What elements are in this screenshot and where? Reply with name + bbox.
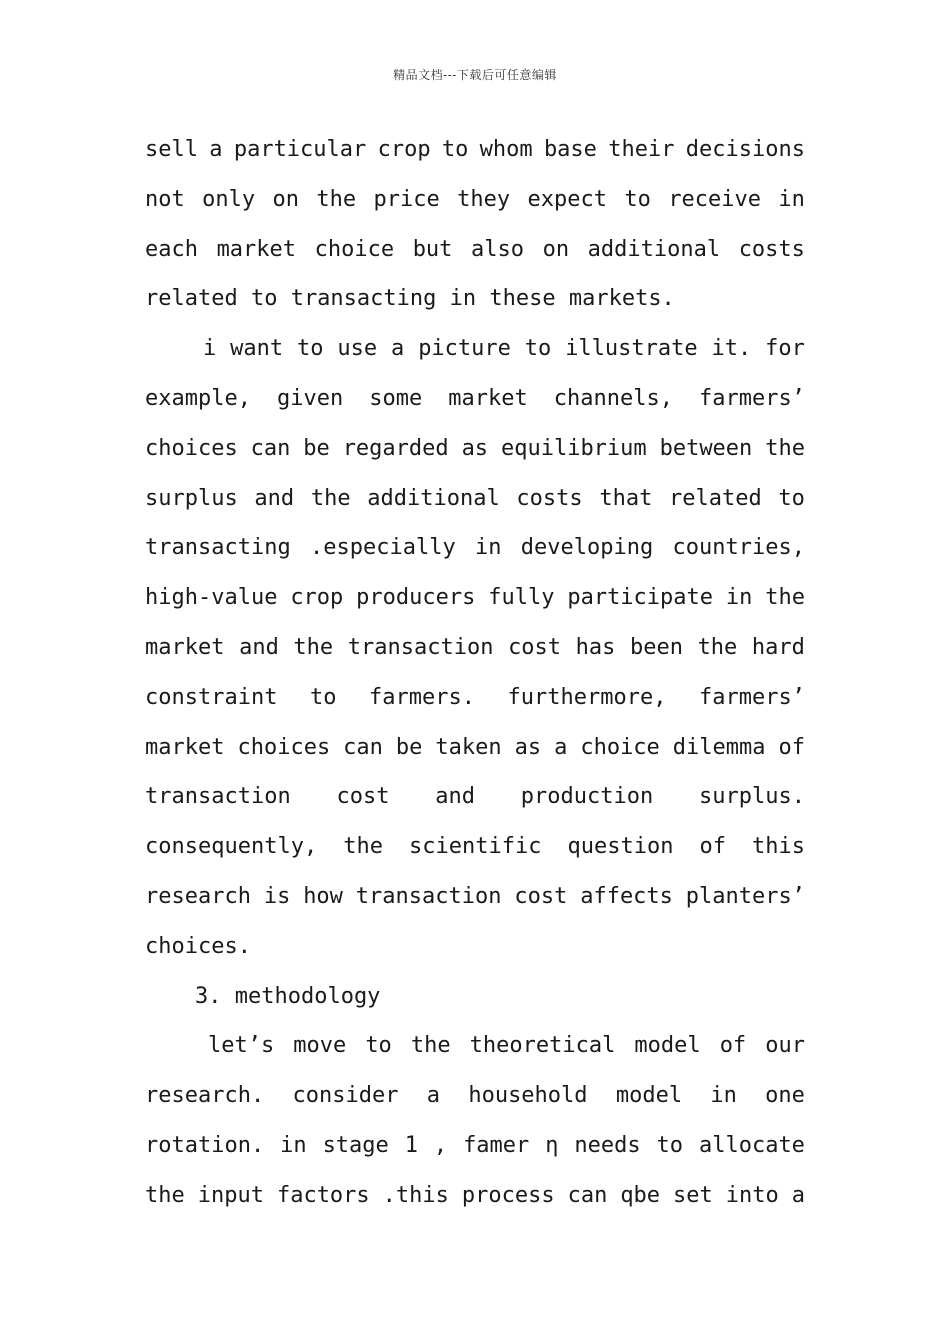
text-line (145, 827, 805, 877)
word: the (765, 435, 805, 461)
word: constraint (145, 684, 278, 710)
word: i (203, 336, 217, 362)
text-line (145, 728, 805, 778)
page-header: 精品文档---下载后可任意编辑 (393, 68, 557, 82)
word: to (624, 186, 651, 212)
word: can (250, 435, 291, 461)
word: expect (527, 186, 608, 212)
text-line (145, 180, 805, 230)
word: of (778, 734, 805, 760)
word: but (412, 236, 453, 262)
section-heading (145, 977, 805, 1027)
word: to (656, 1132, 684, 1158)
word: is (263, 883, 291, 909)
word: farmers. (369, 684, 475, 710)
word: to (441, 137, 469, 162)
word: been (629, 634, 683, 660)
section-heading-text: 3. methodology (195, 983, 381, 1009)
text-line (145, 429, 805, 479)
word: has (575, 634, 616, 660)
word: allocate (698, 1132, 805, 1158)
word: participate (567, 585, 714, 611)
word: let’s (208, 1033, 275, 1059)
word: some (369, 385, 423, 411)
text-line (145, 279, 805, 329)
text-line (145, 578, 805, 628)
word: use (337, 336, 378, 362)
word: , (433, 1132, 448, 1158)
text-line (145, 230, 805, 280)
line-text: related to transacting in these markets. (145, 286, 675, 312)
word: market (145, 734, 225, 760)
word: high-value (145, 585, 278, 611)
word: transaction (145, 784, 291, 810)
word: in (778, 186, 805, 212)
word: of (699, 834, 726, 860)
word: related (669, 485, 762, 511)
word: transaction (355, 883, 502, 909)
word: to (524, 336, 552, 362)
text-line (145, 628, 805, 678)
word: channels, (553, 385, 673, 411)
word: that (599, 485, 653, 511)
word: also (471, 236, 524, 262)
word: costs (738, 236, 805, 262)
word: .this (382, 1182, 449, 1208)
word: the (316, 186, 357, 212)
word: producers (356, 585, 476, 611)
word: a (554, 734, 568, 760)
word: in (475, 535, 502, 561)
word: of (719, 1033, 747, 1059)
word: developing (520, 535, 654, 561)
word: to (297, 336, 324, 362)
word: their (608, 137, 675, 162)
word: famer (463, 1132, 530, 1158)
word: question (567, 834, 674, 860)
word: and (435, 784, 475, 810)
word: crop (377, 137, 431, 162)
word: and (239, 634, 279, 660)
word: consider (292, 1083, 399, 1109)
word: equilibrium (500, 435, 647, 461)
word: in (280, 1132, 307, 1158)
word: input (197, 1182, 264, 1208)
word: between (659, 435, 753, 461)
word: want (230, 336, 284, 362)
word: a (426, 1083, 441, 1109)
word: whom (479, 137, 533, 162)
word: surplus (145, 485, 238, 511)
word: dilemma (672, 734, 766, 760)
word: illustrate (565, 336, 698, 362)
word: choices (145, 435, 238, 461)
word: qbe (620, 1182, 661, 1208)
text-line (145, 927, 805, 977)
text-line (145, 528, 805, 578)
word: move (293, 1033, 347, 1059)
word: model (615, 1083, 683, 1109)
word: as (461, 435, 489, 461)
word: given (276, 385, 344, 411)
word: research (145, 883, 251, 909)
word: a (391, 336, 405, 362)
word: affects (580, 883, 673, 909)
word: stage (322, 1132, 389, 1158)
word: household (468, 1083, 588, 1109)
text-line (145, 1076, 805, 1126)
word: additional (587, 236, 721, 262)
word: .especially (310, 535, 456, 561)
word: base (543, 137, 597, 162)
word: how (303, 883, 343, 909)
line-text: choices. (145, 933, 251, 959)
word: not (145, 186, 185, 212)
word: each (145, 236, 198, 262)
word: process (461, 1182, 555, 1208)
word: crop (290, 585, 344, 611)
word: transaction (347, 634, 494, 660)
word: a (209, 137, 223, 162)
document-body (145, 130, 805, 1226)
word: can (567, 1182, 608, 1208)
word: market (145, 634, 225, 660)
word: and (254, 485, 295, 511)
word: the (765, 585, 805, 611)
text-line (145, 379, 805, 429)
paragraph-first-line (145, 1026, 805, 1076)
word: costs (516, 485, 583, 511)
word: the (145, 1182, 185, 1208)
word: the (343, 834, 383, 860)
word: example, (145, 385, 251, 411)
paragraph-first-line (145, 329, 805, 379)
word: hard (751, 634, 805, 660)
word: they (457, 186, 511, 212)
word: fully (488, 585, 555, 611)
word: particular (233, 137, 367, 162)
text-line (145, 777, 805, 827)
word: price (373, 186, 440, 212)
word: receive (668, 186, 762, 212)
word: choices (237, 734, 331, 760)
word: model (634, 1033, 701, 1059)
word: η (545, 1132, 559, 1158)
word: regarded (342, 435, 449, 461)
word: scientific (409, 834, 542, 860)
word: picture (418, 336, 511, 362)
text-line (145, 678, 805, 728)
word: our (765, 1033, 805, 1059)
word: transacting (145, 535, 291, 561)
word: to (365, 1033, 392, 1059)
word: needs (574, 1132, 641, 1158)
word: this (752, 834, 805, 860)
word: set (673, 1182, 713, 1208)
word: factors (276, 1182, 370, 1208)
word: planters’ (685, 883, 805, 909)
word: the (410, 1033, 451, 1059)
word: to (778, 485, 805, 511)
word: taken (435, 734, 502, 760)
word: as (514, 734, 542, 760)
word: decisions (685, 137, 805, 162)
word: be (303, 435, 330, 461)
word: be (395, 734, 423, 760)
word: cost (508, 634, 562, 660)
word: choice (314, 236, 395, 262)
word: cost (336, 784, 390, 810)
word: farmers’ (698, 385, 805, 411)
word: the (310, 485, 351, 511)
word: choice (580, 734, 660, 760)
word: theoretical (469, 1033, 616, 1059)
word: can (343, 734, 383, 760)
word: research. (145, 1083, 265, 1109)
word: on (272, 186, 300, 212)
word: farmers’ (699, 684, 805, 710)
word: 1 (404, 1132, 418, 1158)
word: for (765, 336, 805, 362)
word: furthermore, (507, 684, 667, 710)
word: cost (514, 883, 568, 909)
word: one (765, 1083, 805, 1109)
word: countries, (672, 535, 805, 561)
word: production (520, 784, 654, 810)
text-line (145, 479, 805, 529)
word: to (309, 684, 337, 710)
word: on (542, 236, 570, 262)
text-line (145, 130, 805, 180)
word: in (725, 585, 753, 611)
word: it. (711, 336, 752, 362)
word: market (216, 236, 297, 262)
word: a (791, 1182, 805, 1208)
word: sell (145, 137, 198, 162)
word: only (202, 186, 256, 212)
text-line (145, 1126, 805, 1176)
word: rotation. (145, 1132, 265, 1158)
text-line (145, 877, 805, 927)
word: the (293, 634, 334, 660)
word: market (448, 385, 528, 411)
word: surplus. (699, 784, 805, 810)
word: consequently, (145, 834, 318, 860)
word: into (725, 1182, 779, 1208)
word: the (697, 634, 738, 660)
word: additional (367, 485, 500, 511)
text-line (145, 1176, 805, 1226)
word: in (710, 1083, 737, 1109)
